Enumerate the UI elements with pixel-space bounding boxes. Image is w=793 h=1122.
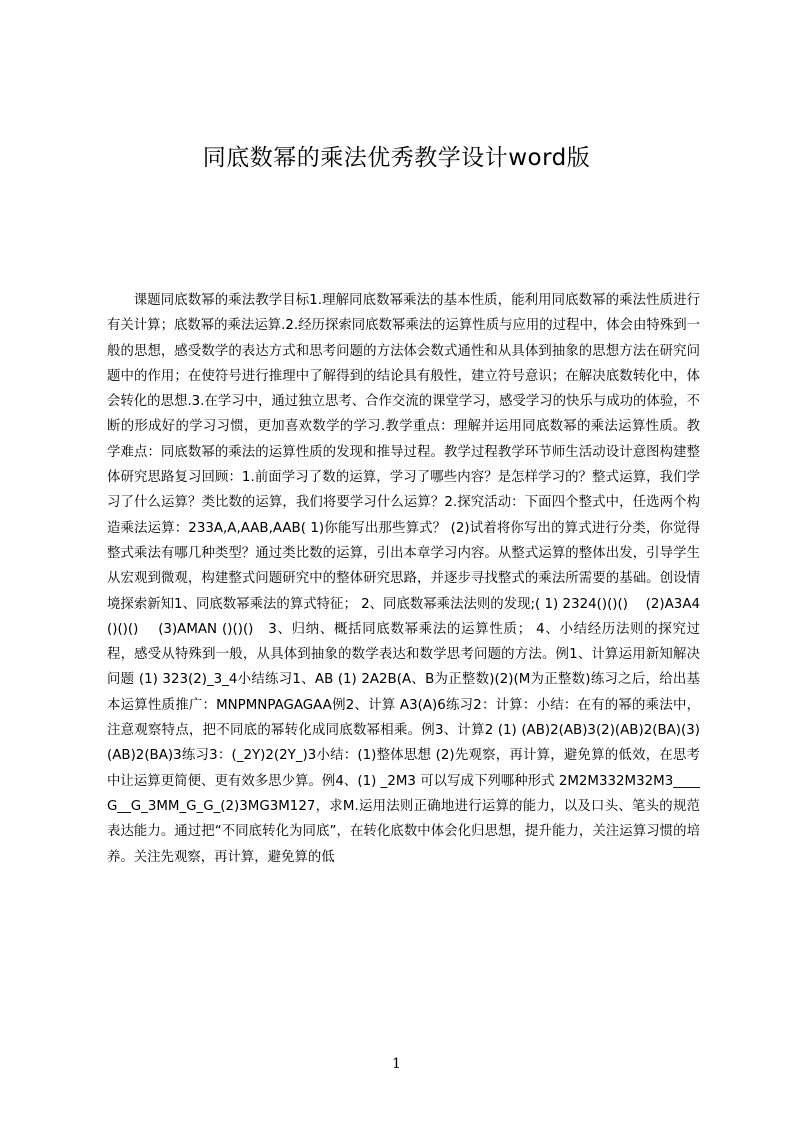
document-title: 同底数幂的乘法优秀教学设计word版 bbox=[202, 145, 591, 171]
body-paragraph: 课题同底数幂的乘法教学目标1.理解同底数幂乘法的基本性质，能利用同底数幂的乘法性质进行有关计算；底数幂的乘法运算.2.经历探索同底数幂乘法的运算性质与应用的过程中，体会由特殊到一般的思想，感受数学的表达方式和思考问题的方法体会数式通性和从具体到抽象的思想方法在研究问题中的作用；在使符号进行推理中了解得到的结论具有般性，建立符号意识；在解决底数转化中，体会转化的思想.3.在学习中，通过独立思考、合作交流的课堂学习，感受学习的快乐与成功的体验，不断的形成好的学习习惯，更加喜欢数学的学习.教学重点：理解并运用同底数幂的乘法运算性质。教学难点：同底数幂的乘法的运算性质的发现和推导过程。教学过程教学环节师生活动设计意图构建整体研究思路复习回顾：1.前面学习了数的运算，学习了哪些内容？是怎样学习的？整式运算，我们学习了什么运算？类比数的运算，我们将要学习什么运算？2.探究活动：下面四个整式中，任选两个构造乘法运算：233A,A,AAB,AAB( 1)你能写出那些算式？ (2)试着将你写出的算式进行分类，你觉得整式乘法有哪几种类型？通过类比数的运算，引出本章学习内容。从整式运算的整体出发，引导学生从宏观到微观，构建整式问题研究中的整体研究思路，并逐步寻找整式的乘法所需要的基础。创设情境探索新知1、同底数幂乘法的算式特征； 2、同底数幂乘法法则的发现;( 1) 2324()()() (2)A3A4()()() (3)AMAN ()()() 3、归纳、概括同底数幂乘法的运算性质； 4、小结经历法则的探究过程，感受从特殊到一般，从具体到抽象的数学表达和数学思考问题的方法。例1、计算运用新知解决问题 (1) 323(2)_3_4小结练习1、AB (1) 2A2B(A、B为正整数)(2)(M为正整数)练习之后，给出基本运算性质推广：MNPMNPAGAGAA例2、计算 A3(A)6练习2：计算：小结：在有的幂的乘法中，注意观察特点，把不同底的幂转化成同底数幂相乘。例3、计算2 (1) (AB)2(AB)3(2)(AB)2(BA)(3)(AB)2(BA)3练习3：(_2Y)2(2Y_)3小结：(1)整体思想 (2)先观察，再计算，避免算的低效，在思考中让运算更简便、更有效多思少算。例4、(1) _2M3 可以写成下列哪种形式 2M2M332M32M3____G__G_3MM_G_G_(2)3MG3M127，求M.运用法则正确地进行运算的能力，以及口头、笔头的规范表达能力。通过把“不同底转化为同底”，在转化底数中体会化归思想，提升能力，关注运算习惯的培养。关注先观察，再计算，避免算的低 bbox=[107, 293, 700, 865]
page-number: 1 bbox=[392, 1056, 401, 1072]
